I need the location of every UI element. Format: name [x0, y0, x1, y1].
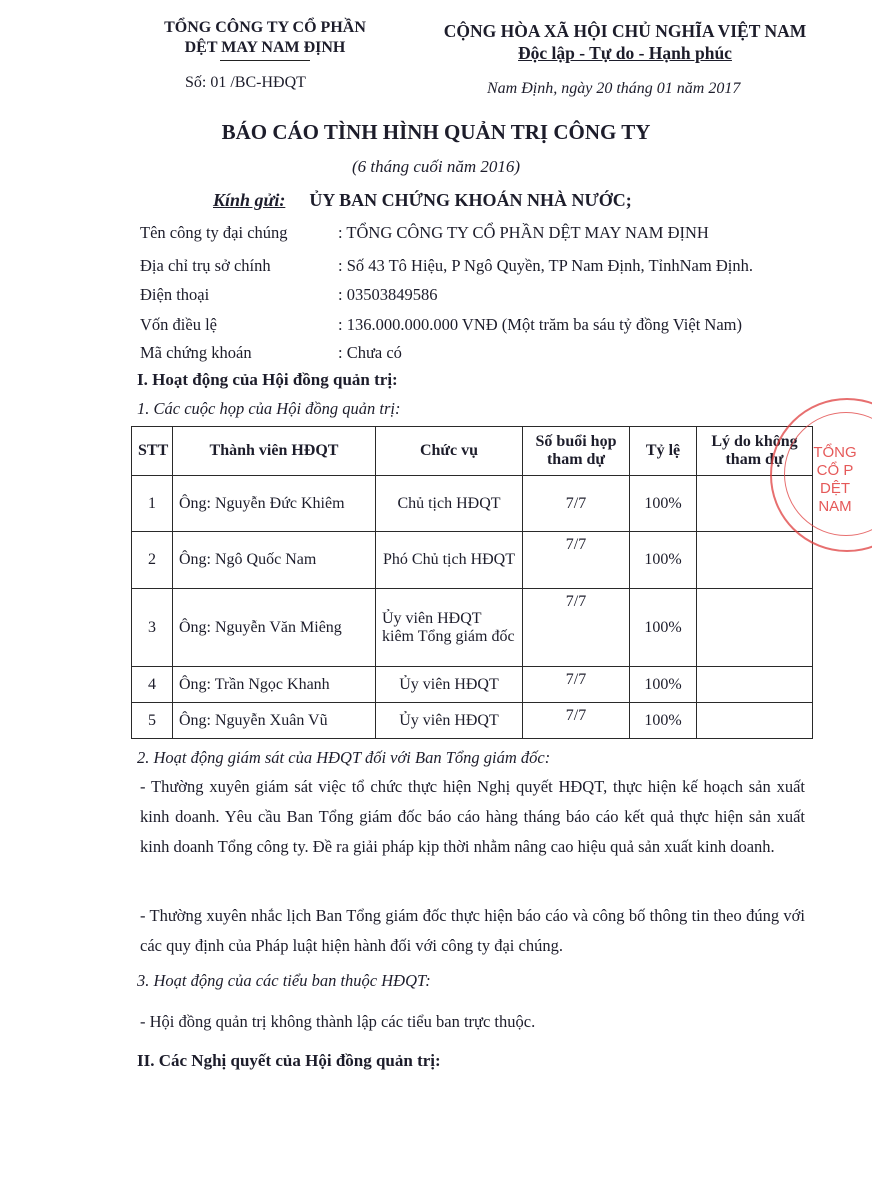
cell-member: Ông: Ngô Quốc Nam: [173, 532, 376, 589]
cell-ratio: 100%: [630, 703, 697, 739]
info-label: Điện thoại: [140, 285, 210, 304]
col-header-sessions: Số buổi họp tham dự: [523, 427, 630, 476]
section-1-sub3: 3. Hoạt động của các tiểu ban thuộc HĐQT:: [137, 971, 431, 990]
cell-sessions: 7/7: [523, 703, 630, 739]
cell-reason: [697, 667, 813, 703]
national-motto-line2: Độc lập - Tự do - Hạnh phúc: [518, 43, 732, 63]
cell-role: Ủy viên HĐQT: [376, 703, 523, 739]
cell-member: Ông: Trần Ngọc Khanh: [173, 667, 376, 703]
seal-text: TỔNG CỔ P DỆT NAM: [813, 444, 857, 515]
info-label: Mã chứng khoán: [140, 343, 252, 362]
info-label: Địa chỉ trụ sở chính: [140, 256, 271, 275]
cell-role: Ủy viên HĐQT kiêm Tổng giám đốc: [376, 589, 523, 667]
table-row: [132, 703, 813, 739]
issuer-header: [150, 18, 380, 61]
info-value: : Số 43 Tô Hiệu, P Ngô Quyền, TP Nam Định, TỉnhNam Định.: [338, 256, 753, 275]
issuer-divider: [220, 60, 310, 61]
section-1-heading: I. Hoạt động của Hội đồng quản trị:: [137, 370, 398, 389]
recipient-label: Kính gửi:: [213, 190, 286, 210]
cell-ratio: 100%: [630, 476, 697, 532]
col-header-stt: STT: [132, 427, 173, 476]
cell-ratio: 100%: [630, 532, 697, 589]
cell-member: Ông: Nguyễn Xuân Vũ: [173, 703, 376, 739]
cell-sessions: 7/7: [523, 476, 630, 532]
paragraph-subcommittees: - Hội đồng quản trị không thành lập các tiểu ban trực thuộc.: [140, 1012, 536, 1031]
section-2-heading: II. Các Nghị quyết của Hội đồng quản trị:: [137, 1051, 441, 1070]
cell-reason: [697, 703, 813, 739]
cell-sessions: 7/7: [523, 667, 630, 703]
section-1-sub1: 1. Các cuộc họp của Hội đồng quản trị:: [137, 399, 401, 418]
table-row: [132, 667, 813, 703]
col-header-role: Chức vụ: [376, 427, 523, 476]
cell-member: Ông: Nguyễn Đức Khiêm: [173, 476, 376, 532]
cell-stt: 3: [132, 589, 173, 667]
cell-reason: [697, 589, 813, 667]
col-header-ratio: Tỷ lệ: [630, 427, 697, 476]
report-title: BÁO CÁO TÌNH HÌNH QUẢN TRỊ CÔNG TY: [221, 120, 651, 144]
cell-ratio: 100%: [630, 589, 697, 667]
cell-reason: [697, 532, 813, 589]
table-row: [132, 532, 813, 589]
info-label: Vốn điều lệ: [140, 315, 217, 334]
col-header-member: Thành viên HĐQT: [173, 427, 376, 476]
info-value: : TỔNG CÔNG TY CỔ PHẦN DỆT MAY NAM ĐỊNH: [338, 223, 709, 242]
board-meetings-table: [131, 426, 813, 739]
document-date: Nam Định, ngày 20 tháng 01 năm 2017: [487, 80, 741, 97]
issuer-name-line2: DỆT MAY NAM ĐỊNH: [184, 39, 346, 56]
info-value: : Chưa có: [338, 343, 402, 362]
cell-stt: 5: [132, 703, 173, 739]
recipient: [213, 190, 632, 211]
document-number: Số: 01 /BC-HĐQT: [185, 74, 306, 91]
info-label: Tên công ty đại chúng: [140, 223, 288, 242]
paragraph-supervision: - Thường xuyên giám sát việc tổ chức thực hiện Nghị quyết HĐQT, thực hiện kế hoạch sản xuất kinh doanh. Yêu cầu Ban Tổng giám đốc báo cáo hàng tháng báo cáo kết quả thực hiện sản xuất kinh doanh Tổng công ty. Đề ra giải pháp kịp thời nhằm nâng cao hiệu quả sản xuất kinh doanh.: [140, 777, 805, 856]
section-1-sub2: 2. Hoạt động giám sát của HĐQT đối với Ban Tổng giám đốc:: [137, 748, 551, 767]
national-motto-line1: CỘNG HÒA XÃ HỘI CHỦ NGHĨA VIỆT NAM: [443, 21, 807, 41]
table-row: [132, 476, 813, 532]
cell-stt: 1: [132, 476, 173, 532]
cell-role: Phó Chủ tịch HĐQT: [376, 532, 523, 589]
info-value: : 03503849586: [338, 285, 438, 304]
cell-sessions: 7/7: [523, 589, 630, 667]
report-subtitle: (6 tháng cuối năm 2016): [351, 157, 521, 176]
info-value: : 136.000.000.000 VNĐ (Một trăm ba sáu tỷ đồng Việt Nam): [338, 315, 742, 334]
cell-member: Ông: Nguyễn Văn Miêng: [173, 589, 376, 667]
cell-role: Chủ tịch HĐQT: [376, 476, 523, 532]
cell-stt: 2: [132, 532, 173, 589]
cell-ratio: 100%: [630, 667, 697, 703]
cell-sessions: 7/7: [523, 532, 630, 589]
cell-stt: 4: [132, 667, 173, 703]
paragraph-reminder: - Thường xuyên nhắc lịch Ban Tổng giám đốc thực hiện báo cáo và công bố thông tin theo đúng với các quy định của Pháp luật hiện hành đối với công ty đại chúng.: [140, 906, 805, 955]
col-header-reason: Lý do không tham dự: [697, 427, 813, 476]
table-header-row: [132, 427, 813, 476]
recipient-value: ỦY BAN CHỨNG KHOÁN NHÀ NƯỚC;: [309, 190, 632, 210]
cell-role: Ủy viên HĐQT: [376, 667, 523, 703]
table-row: [132, 589, 813, 667]
national-header: [420, 20, 830, 64]
issuer-name-line1: TỔNG CÔNG TY CỔ PHẦN: [164, 19, 366, 36]
